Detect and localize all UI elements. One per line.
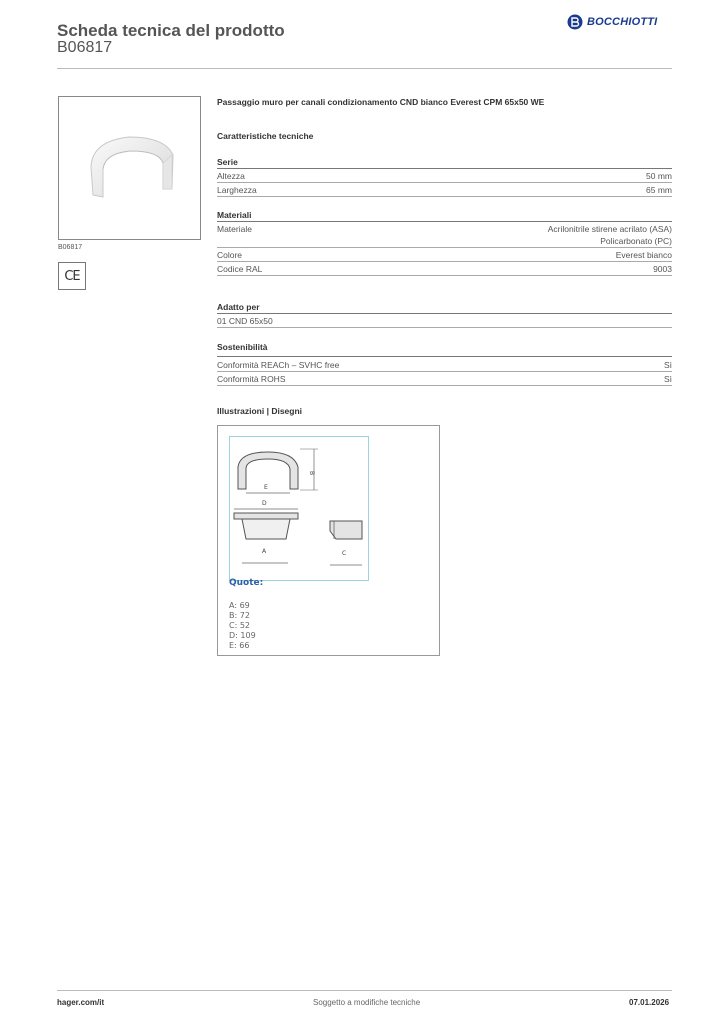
material-value-1: Acrilonitrile stirene acrilato (ASA) (547, 224, 672, 234)
brand-name: BOCCHIOTTI (587, 16, 658, 28)
product-image (58, 96, 201, 240)
spec-label: Codice RAL (217, 264, 263, 274)
spec-row (217, 264, 672, 274)
spec-label: 01 CND 65x50 (217, 316, 273, 326)
serie-heading: Serie (217, 157, 238, 167)
spec-row (217, 374, 672, 384)
spec-row (217, 224, 672, 246)
page-title: Scheda tecnica del prodotto (57, 21, 285, 40)
divider (217, 261, 672, 262)
spec-value: Sì (663, 360, 672, 370)
spec-value: 9003 (653, 264, 672, 274)
spec-label: Altezza (217, 171, 245, 181)
footer-website-link[interactable]: hager.com/it (57, 998, 105, 1007)
divider (217, 371, 672, 372)
quote-line: B: 72 (229, 611, 250, 620)
divider (217, 196, 672, 197)
header-divider (57, 68, 672, 69)
ce-mark-icon: CE (64, 268, 80, 284)
dim-label-d: D (262, 500, 267, 507)
spec-label: Colore (217, 250, 243, 260)
brand-logo (567, 14, 657, 30)
divider (217, 168, 672, 169)
bocchiotti-logo-icon (567, 14, 583, 30)
sostenibilita-heading: Sostenibilità (217, 342, 268, 352)
material-value-2: Policarbonato (PC) (600, 236, 672, 246)
spec-row (217, 185, 672, 195)
quotes-heading: Quote: (229, 578, 264, 588)
divider (217, 247, 672, 248)
spec-row (217, 171, 672, 181)
adatto-heading: Adatto per (217, 302, 260, 312)
footer-date: 07.01.2026 (629, 998, 670, 1007)
spec-value: Sì (663, 374, 672, 384)
drawing-frame (229, 436, 369, 581)
product-image-caption: B06817 (58, 244, 83, 251)
dim-label-b: B (308, 471, 315, 476)
divider (217, 385, 672, 386)
spec-label: Larghezza (217, 185, 257, 195)
spec-label: Materiale (217, 224, 252, 234)
spec-row (217, 316, 672, 326)
spec-row (217, 250, 672, 260)
spec-label: Conformità REACh – SVHC free (217, 360, 340, 370)
ce-mark (58, 262, 86, 290)
specs-heading: Caratteristiche tecniche (217, 131, 314, 141)
spec-value: Everest bianco (615, 250, 672, 260)
spec-row (217, 360, 672, 370)
divider (217, 327, 672, 328)
dim-label-a: A (262, 548, 267, 555)
dim-label-c: C (342, 550, 347, 557)
dimension-drawing-icon (230, 437, 370, 582)
product-description: Passaggio muro per canali condizionamento CND bianco Everest CPM 65x50 WE (217, 97, 545, 107)
divider (217, 356, 672, 357)
spec-value: 50 mm (646, 171, 672, 181)
spec-value (548, 224, 672, 246)
dim-label-e: E (264, 484, 268, 491)
footer-note: Soggetto a modifiche tecniche (313, 998, 421, 1007)
footer-divider (57, 990, 672, 991)
product-photo-icon (59, 97, 200, 239)
divider (217, 313, 672, 314)
materiali-heading: Materiali (217, 210, 252, 220)
technical-drawing (217, 425, 440, 656)
divider (217, 275, 672, 276)
quote-line: D: 109 (229, 631, 256, 640)
spec-value: 65 mm (646, 185, 672, 195)
product-code: B06817 (57, 39, 113, 56)
divider (217, 221, 672, 222)
illustrations-heading: Illustrazioni | Disegni (217, 406, 303, 416)
quote-line: C: 52 (229, 621, 251, 630)
divider (217, 182, 672, 183)
quote-line: E: 66 (229, 641, 250, 650)
spec-label: Conformità ROHS (217, 374, 286, 384)
quote-line: A: 69 (229, 601, 250, 610)
